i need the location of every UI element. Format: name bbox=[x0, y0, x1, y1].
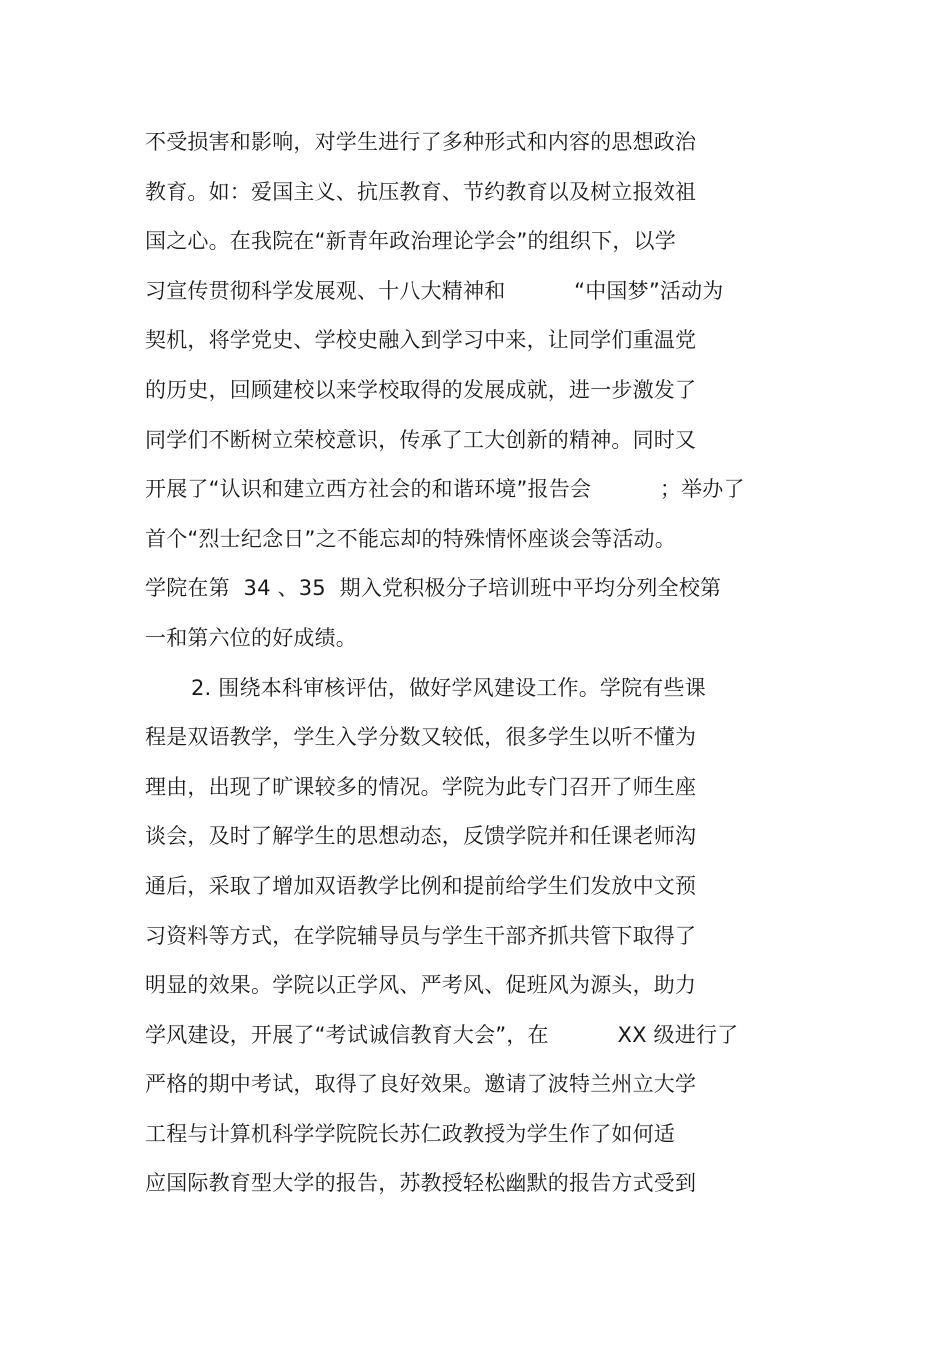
body-text bbox=[145, 122, 845, 1213]
text-line: 不受损害和影响，对学生进行了多种形式和内容的思想政治 bbox=[145, 130, 697, 154]
text-line: 通后，采取了增加双语教学比例和提前给学生们发放中文预 bbox=[145, 873, 697, 898]
text-line: 明显的效果。学院以正学风、严考风、促班风为源头，助力 bbox=[145, 973, 697, 998]
text-line: 国之心。在我院在“新青年政治理论学会”的组织下，以学 bbox=[145, 229, 676, 254]
text-line: 开展了“认识和建立西方社会的和谐环境”报告会 ；举办了 bbox=[145, 477, 745, 502]
text-line: 程是双语教学，学生入学分数又较低，很多学生以听不懂为 bbox=[145, 725, 697, 750]
text-line: 严格的期中考试，取得了良好效果。邀请了波特兰州立大学 bbox=[145, 1072, 697, 1097]
text-line: 的历史，回顾建校以来学校取得的发展成就，进一步激发了 bbox=[145, 377, 697, 402]
text-line: 应国际教育型大学的报告，苏教授轻松幽默的报告方式受到 bbox=[145, 1171, 697, 1196]
text-line: 学风建设，开展了“考试诚信教育大会”，在 XX 级进行了 bbox=[145, 1022, 739, 1047]
text-line: 习宣传贯彻科学发展观、十八大精神和 “中国梦”活动为 bbox=[145, 278, 724, 303]
text-line: 同学们不断树立荣校意识，传承了工大创新的精神。同时又 bbox=[145, 427, 697, 452]
text-line: 习资料等方式，在学院辅导员与学生干部齐抓共管下取得了 bbox=[145, 923, 697, 948]
text-line: 教育。如：爱国主义、抗压教育、节约教育以及树立报效祖 bbox=[145, 179, 697, 204]
text-line: 一和第六位的好成绩。 bbox=[145, 625, 357, 650]
paragraph-start-line: 2. 围绕本科审核评估，做好学风建设工作。学院有些课 bbox=[191, 675, 706, 700]
text-line: 工程与计算机科学学院院长苏仁政教授为学生作了如何适 bbox=[145, 1121, 675, 1146]
text-line: 契机，将学党史、学校史融入到学习中来，让同学们重温党 bbox=[145, 328, 697, 353]
text-line: 学院在第 34 、35 期入党积极分子培训班中平均分列全校第 bbox=[145, 576, 722, 601]
text-line: 理由，出现了旷课较多的情况。学院为此专门召开了师生座 bbox=[145, 774, 697, 799]
text-line: 首个“烈士纪念日”之不能忘却的特殊情怀座谈会等活动。 bbox=[145, 526, 676, 551]
text-line: 谈会，及时了解学生的思想动态，反馈学院并和任课老师沟 bbox=[145, 824, 697, 849]
